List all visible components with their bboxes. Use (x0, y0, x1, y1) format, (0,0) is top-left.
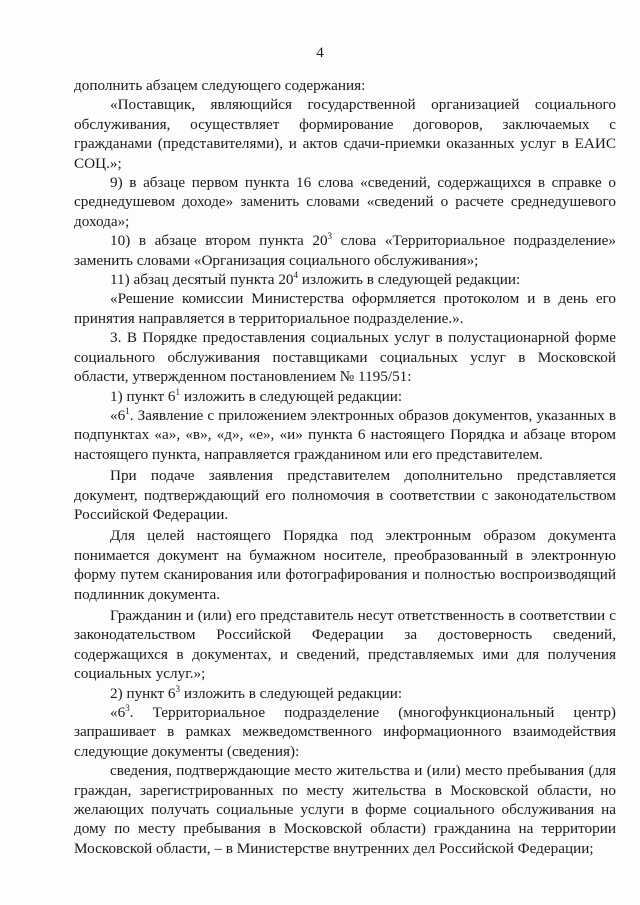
paragraph-electronic-image: Для целей настоящего Порядка под электронным образом документа понимается документ на бумажном носителе, преобразованный в электронную форму путем сканирования или фотографирования и полностью воспроизводящий подлинник документа. (74, 527, 616, 603)
paragraph-representative: При подаче заявления представителем дополнительно представляется документ, подтверждающий его полномочия в соответствии с законодательством Российской Федерации. (74, 467, 616, 523)
paragraph-supplier: «Поставщик, являющийся государственной организацией социального обслуживания, осуществляет формирование договоров, заключаемых с гражданами (представителями), и актов сдачи-приемки оказанных услуг в ЕАИС СОЦ.»; (74, 96, 616, 172)
paragraph-commission-decision: «Решение комиссии Министерства оформляется протоколом и в день его принятия направляется в территориальное подразделение.». (74, 290, 616, 327)
paragraph-clause-6-1: «$6^1$. Заявление с приложением электронных образов документов, указанных в подпунктах «а», «в», «д», «е», «и» пункта 6 настоящего Порядка и абзаце втором настоящего пункта, направляется гражданином или его представителем. (74, 405, 616, 463)
paragraph-subitem-2: 2) пункт $6^3$ изложить в следующей редакции: (110, 683, 403, 702)
paragraph-item-9: 9) в абзаце первом пункта 16 слова «сведений, содержащихся в справке о среднедушевом доходе» заменить словами «сведений о расчете среднедушевого дохода»; (74, 174, 616, 230)
paragraph-clause-6-3: «$6^3$. Территориальное подразделение (многофункциональный центр) запрашивает в рамках межведомственного информационного взаимодействия следующие документы (сведения): (74, 703, 616, 760)
paragraph-item-11: 11) абзац десятый пункта $20^4$ изложить в следующей редакции: (110, 270, 521, 289)
paragraph-item-10: 10) в абзаце втором пункта $20^3$ слова «Территориальное подразделение» заменить словами «Организация социального обслуживания»; (74, 231, 617, 269)
paragraph-intro: дополнить абзацем следующего содержания: (74, 77, 366, 94)
paragraph-residence-info: сведения, подтверждающие место жительства и (или) место пребывания (для граждан, зарегистрированных по месту жительства в Московской области, но желающих получать социальные услуги в форме социального обслуживания на дому по месту пребывания в Московской области) гражданина на территории Московской области, – в Министерстве внутренних дел Российской Федерации; (74, 762, 616, 857)
paragraph-section-3: 3. В Порядке предоставления социальных услуг в полустационарной форме социального обслуживания поставщиками социальных услуг в Московской области, утвержденном постановлением № 1195/51: (74, 329, 616, 386)
page-number: 4 (316, 45, 324, 61)
paragraph-responsibility: Гражданин и (или) его представитель несут ответственность в соответствии с законодательством Российской Федерации за достоверность сведений, содержащихся в документах, и сведений, представляемых ими для получения социальных услуг.»; (74, 606, 616, 683)
document-body (74, 76, 616, 858)
paragraph-subitem-1: 1) пункт $6^1$ изложить в следующей редакции: (110, 386, 403, 405)
